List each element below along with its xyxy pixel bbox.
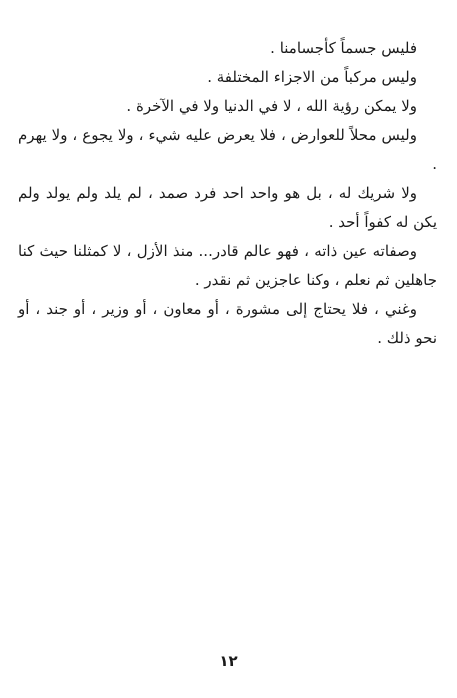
body-text [18,34,437,353]
paragraph: وغني ، فلا يحتاج إلى مشورة ، أو معاون ، أو وزير ، أو جند ، أو نحو ذلك . [18,300,437,347]
paragraph: وليس محلاً للعوارض ، فلا يعرض عليه شيء ، ولا يجوع ، ولا يهرم . [18,126,437,173]
paragraph: ولا يمكن رؤية الله ، لا في الدنيا ولا في الآخرة . [126,97,417,115]
paragraph: فليس جسماً كأجسامنا . [270,39,417,57]
paragraph: ولا شريك له ، بل هو واحد احد فرد صمد ، لم يلد ولم يولد ولم يكن له كفواً أحد . [18,184,437,231]
page-number: ١٢ [219,652,238,670]
paragraph: وصفاته عين ذاته ، فهو عالم قادر... منذ الأزل ، لا كمثلنا حيث كنا جاهلين ثم نعلم ، وكنا عاجزين ثم نقدر . [18,242,437,289]
paragraph: وليس مركباً من الاجزاء المختلفة . [207,68,417,86]
